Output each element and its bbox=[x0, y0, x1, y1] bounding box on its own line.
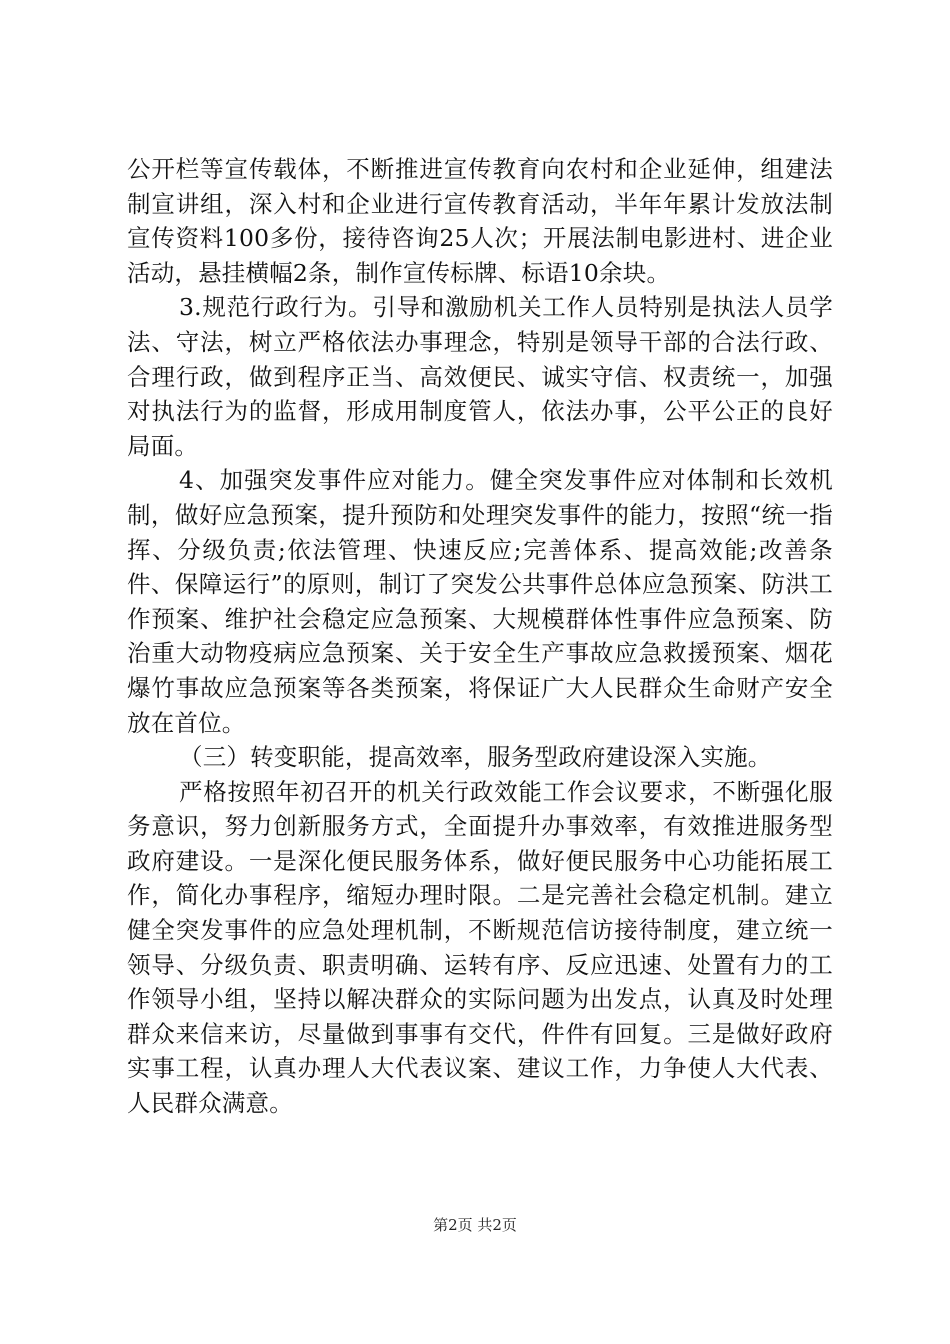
paragraph-continuation: 公开栏等宣传载体，不断推进宣传教育向农村和企业延伸，组建法制宣讲组，深入村和企业进行宣传教育活动，半年年累计发放法制宣传资料100多份，接待咨询25人次；开展法制电影进村、进企业活动，悬挂横幅2条，制作宣传标牌、标语10余块。 bbox=[127, 155, 833, 287]
section-heading: （三）转变职能，提高效率，服务型政府建设深入实施。 bbox=[179, 743, 772, 772]
paragraph-item-3: 3.规范行政行为。引导和激励机关工作人员特别是执法人员学法、守法，树立严格依法办事理念，特别是领导干部的合法行政、合理行政，做到程序正当、高效便民、诚实守信、权责统一，加强对执法行为的监督，形成用制度管人，依法办事，公平公正的良好局面。 bbox=[127, 293, 833, 460]
paragraph-item-4: 4、加强突发事件应对能力。健全突发事件应对体制和长效机制，做好应急预案，提升预防和处理突发事件的能力，按照“统一指挥、分级负责;依法管理、快速反应;完善体系、提高效能;改善条件、保障运行”的原则，制订了突发公共事件总体应急预案、防洪工作预案、维护社会稳定应急预案、大规模群体性事件应急预案、防治重大动物疫病应急预案、关于安全生产事故应急救援预案、烟花爆竹事故应急预案等各类预案，将保证广大人民群众生命财产安全放在首位。 bbox=[127, 466, 833, 737]
page-footer: 第2页 共2页 bbox=[433, 1216, 517, 1234]
document-body bbox=[127, 152, 833, 1121]
paragraph-section-body: 严格按照年初召开的机关行政效能工作会议要求，不断强化服务意识，努力创新服务方式，全面提升办事效率，有效推进服务型政府建设。一是深化便民服务体系，做好便民服务中心功能拓展工作，简化办事程序，缩短办理时限。二是完善社会稳定机制。建立健全突发事件的应急处理机制，不断规范信访接待制度，建立统一领导、分级负责、职责明确、运转有序、反应迅速、处置有力的工作领导小组，坚持以解决群众的实际问题为出发点，认真及时处理群众来信来访，尽量做到事事有交代，件件有回复。三是做好政府实事工程，认真办理人大代表议案、建议工作，力争使人大代表、人民群众满意。 bbox=[127, 777, 833, 1118]
